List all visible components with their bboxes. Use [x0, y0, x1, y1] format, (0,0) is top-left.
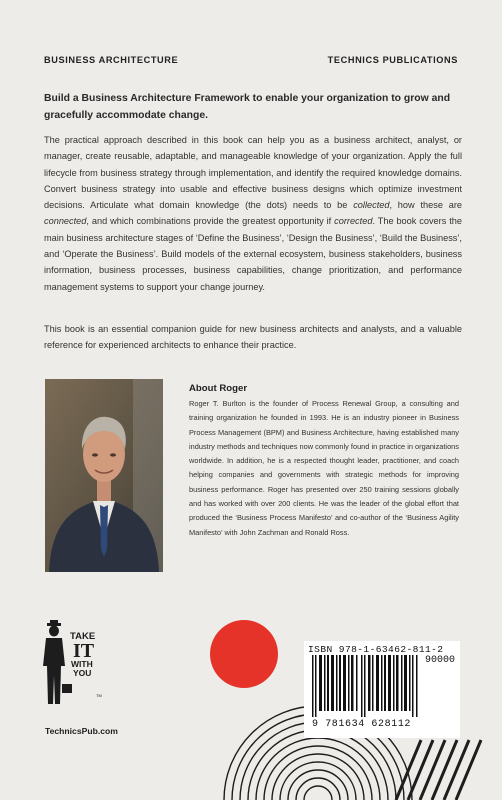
- logo-take: TAKE: [70, 631, 96, 642]
- about-heading: About Roger: [189, 383, 248, 394]
- companion-text: This book is an essential companion guide for new business architects and analysts, and a valuable reference for experienced architects to enhance their practice.: [44, 324, 462, 351]
- barcode-digits: 9 781634 628112: [312, 719, 412, 730]
- header-publisher: TECHNICS PUBLICATIONS: [327, 55, 458, 65]
- desc-part-2: , how these are: [389, 200, 463, 211]
- logo-with: WITH: [71, 659, 93, 669]
- price-code: 90000: [425, 655, 456, 666]
- desc-emph-1: collected: [353, 200, 390, 211]
- logo-it: IT: [73, 640, 95, 662]
- cover-header: [44, 55, 458, 65]
- take-it-with-you-logo: [40, 620, 110, 708]
- desc-part-1: The practical approach described in this book can help you as a business architect, analyst, or manager, create reusable, adaptable, and manageable knowledge of your organization. Apply the full lifecycle from business strategy through implementation, and identify the required knowledge domains. Convert business strategy into usable and effective business designs which optimize investment decisions. Articulate what domain knowledge (the dots) needs to be: [44, 135, 462, 211]
- lead-statement: Build a Business Architecture Framework to enable your organization to grow and gracefully accommodate change.: [44, 93, 451, 121]
- author-portrait-illustration: [45, 379, 163, 572]
- publisher-website: TechnicsPub.com: [45, 726, 118, 736]
- desc-part-4: . The book covers the main business architecture stages of ‘Define the Business’, ‘Design the Business’, ‘Build the Business’, and ‘Operate the Business’. Build models of the external ecosystem, business stakeholders, business information, business processes, business capabilities, change prioritization, and performance management systems to support your change journey.: [44, 216, 462, 292]
- logo-trademark: TM: [96, 693, 102, 698]
- author-photo: [45, 379, 163, 572]
- description-paragraph: [44, 132, 462, 295]
- header-title: BUSINESS ARCHITECTURE: [44, 55, 179, 65]
- desc-part-3: , and which combinations provide the greatest opportunity if: [86, 216, 335, 227]
- desc-emph-2: connected: [44, 216, 87, 227]
- isbn-barcode: [312, 655, 420, 717]
- desc-emph-3: corrected: [334, 216, 373, 227]
- logo-you: YOU: [73, 668, 92, 678]
- about-author-text: Roger T. Burlton is the founder of Process Renewal Group, a consulting and training organization he founded in 1993. He is an industry pioneer in Business Process Management (BPM) and Business Architecture, having established many industry methods and techniques now commonly found in practice in organizations worldwide. In addition, he is a respected thought leader, practitioner, and coach helping companies and governments with strategic methods for improving business performance. Roger has presented over 250 training sessions globally and has worked with over 200 clients. He was the leader of the global effort that produced the ‘Business Process Manifesto’ and co-author of the ‘Business Agility Manifesto’ with John Zachman and Ronald Ross.: [189, 399, 459, 537]
- companion-paragraph: [44, 321, 462, 354]
- isbn-label: ISBN 978-1-63462-811-2: [308, 644, 444, 655]
- businessman-logo-graphic: [40, 620, 110, 708]
